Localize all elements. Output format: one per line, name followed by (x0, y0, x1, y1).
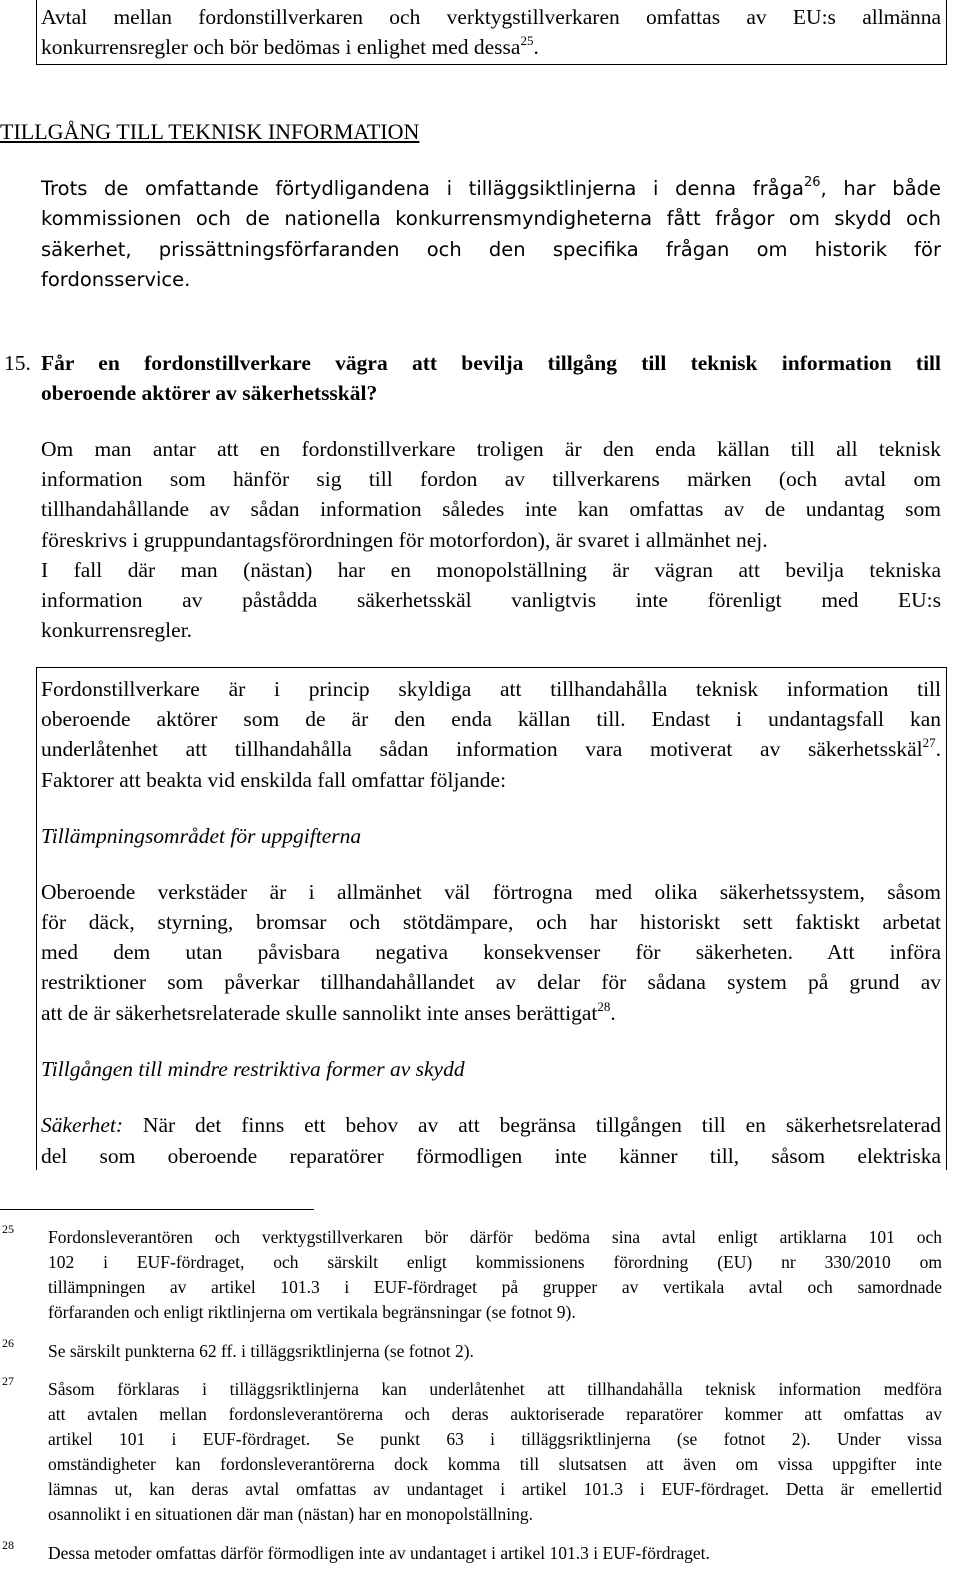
footnote-number-28: 28 (2, 1538, 14, 1552)
question-number: 15. (4, 351, 31, 375)
box2-p2-line-2: för däck, styrning, bromsar och stötdämpare, och har historiskt sett faktiskt arbetat (41, 910, 941, 934)
label-sakerhet: Säkerhet: (41, 1113, 123, 1137)
intro-line-2: kommissionen och de nationella konkurrensmyndigheterna fått frågor om skydd och (41, 207, 941, 230)
footnote-number-27: 27 (2, 1374, 14, 1388)
answer-line-5: I fall där man (nästan) har en monopolställning är vägran att bevilja tekniska (41, 558, 941, 582)
footnote-27-line-1: Såsom förklaras i tilläggsriktlinjerna kan underlåtenhet att tillhandahålla teknisk information medföra (48, 1379, 942, 1399)
footnote-26-line-1: Se särskilt punkterna 62 ff. i tilläggsriktlinjerna (se fotnot 2). (48, 1341, 474, 1361)
answer-line-7: konkurrensregler. (41, 618, 193, 642)
answer-line-4: föreskrivs i gruppundantagsförordningen för motorfordon), är svaret i allmänhet nej. (41, 528, 768, 552)
box2-p1-line-1: Fordonstillverkare är i princip skyldiga att tillhandahålla teknisk information till (41, 677, 941, 701)
intro-line-3: säkerhet, prissättningsförfaranden och den specifika frågan om historik för (41, 238, 941, 261)
footnote-27-line-2: att avtalen mellan fordonsleverantörerna och deras auktoriserade reparatörer kommer att omfattas av (48, 1404, 942, 1424)
footnote-25-line-1: Fordonsleverantören och verktygstillverkaren bör därför bedöma sina avtal enligt artiklarna 101 och (48, 1227, 942, 1247)
footnote-separator (0, 1209, 314, 1210)
footnote-27-line-4: omständigheter kan fordonsleverantörerna dock komma till slutsatsen att även om vissa uppgifter inte (48, 1454, 942, 1474)
answer-line-1: Om man antar att en fordonstillverkare troligen är den enda källan till all teknisk (41, 437, 941, 461)
box2-p3-line-1: Säkerhet: När det finns ett behov av att begränsa tillgången till en säkerhetsrelaterad (41, 1113, 941, 1137)
footnote-25-line-3: tillämpningen av artikel 101.3 i EUF-fördraget på grupper av vertikala avtal och samordnade (48, 1277, 942, 1297)
footnote-25-line-2: 102 i EUF-fördraget, och särskilt enligt kommissionens förordning (EU) nr 330/2010 om (48, 1252, 942, 1272)
box2-p1-line-4: Faktorer att beakta vid enskilda fall omfattar följande: (41, 768, 507, 792)
subheading-scope: Tillämpningsområdet för uppgifterna (41, 824, 362, 848)
footnote-27-line-5: lämnas ut, kan deras avtal omfattas av undantaget i artikel 101.3 i EUF-fördraget. Detta är emellertid (48, 1479, 942, 1499)
footnote-ref-27[interactable]: 27 (922, 735, 936, 750)
footnote-28-line-1: Dessa metoder omfattas därför förmodligen inte av undantaget i artikel 101.3 i EUF-fördraget. (48, 1543, 710, 1563)
subheading-less-restrictive: Tillgången till mindre restriktiva former av skydd (41, 1057, 465, 1081)
top-box-line-2: konkurrensregler och bör bedömas i enlighet med dessa$^{25}$. (41, 33, 539, 59)
footnote-ref-26[interactable]: 26 (803, 175, 821, 190)
question-line-1: Får en fordonstillverkare vägra att bevilja tillgång till teknisk information till (41, 351, 941, 375)
answer-line-2: information som hänför sig till fordon av tillverkarens märken (och avtal om (41, 467, 941, 491)
box2-p3-line-2: del som oberoende reparatörer förmodligen inte känner till, såsom elektriska (41, 1144, 941, 1168)
box2-p2-line-1: Oberoende verkstäder är i allmänhet väl förtrogna med olika säkerhetssystem, såsom (41, 880, 941, 904)
footnote-27-line-6: osannolikt i en situationen där man (nästan) har en monopolställning. (48, 1504, 534, 1524)
box2-p2-line-5: att de är säkerhetsrelaterade skulle sannolikt inte anses berättigat$^{28}$. (41, 999, 616, 1025)
box2-p1-line-2: oberoende aktörer som de är den enda källan till. Endast i undantagsfall kan (41, 707, 941, 731)
intro-line-1: Trots de omfattande förtydligandena i tilläggsiktlinjerna i denna fråga$^{26}$, har både (41, 175, 941, 200)
question-line-2: oberoende aktörer av säkerhetsskäl? (41, 381, 378, 405)
box2-p2-line-3: med dem utan påvisbara negativa konsekvenser för säkerheten. Att införa (41, 940, 941, 964)
intro-line-4: fordonsservice. (41, 268, 191, 291)
answer-line-3: tillhandahållande av sådan information således inte kan omfattas av de undantag som (41, 497, 941, 521)
footnote-number-26: 26 (2, 1336, 14, 1350)
answer-line-6: information av påstådda säkerhetsskäl vanligtvis inte förenligt med EU:s (41, 588, 941, 612)
footnote-number-25: 25 (2, 1222, 14, 1236)
box2-p1-line-3: underlåtenhet att tillhandahålla sådan information vara motiverat av säkerhetsskäl$^{27}$. (41, 735, 941, 761)
footnote-27-line-3: artikel 101 i EUF-fördraget. Se punkt 63 i tilläggsriktlinjerna (se fotnot 2). Under vissa (48, 1429, 942, 1449)
footnote-25-line-4: förfaranden och enligt riktlinjerna om vertikala begränsningar (se fotnot 9). (48, 1302, 576, 1322)
section-heading: TILLGÅNG TILL TEKNISK INFORMATION (0, 119, 420, 144)
box2-p2-line-4: restriktioner som påverkar tillhandahållandet av delar för sådana system på grund av (41, 970, 941, 994)
footnote-ref-25[interactable]: 25 (520, 33, 534, 48)
footnote-ref-28[interactable]: 28 (597, 999, 611, 1014)
top-box-line-1: Avtal mellan fordonstillverkaren och verktygstillverkaren omfattas av EU:s allmänna (41, 5, 941, 29)
